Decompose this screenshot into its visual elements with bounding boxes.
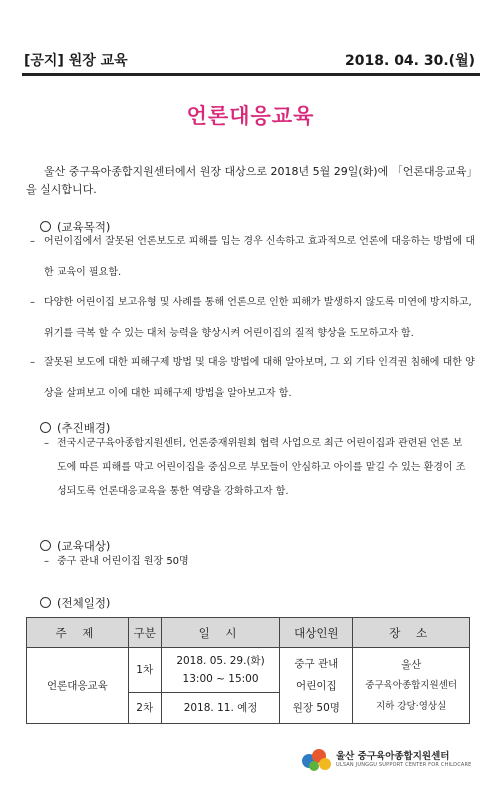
table-header-cell: 일 시: [161, 618, 280, 648]
org-name-en: ULSAN JUNGGU SUPPORT CENTER FOR CHILDCARE: [336, 762, 472, 768]
place-line-2: 중구육아종합지원센터: [365, 679, 458, 691]
table-header-cell: 구분: [128, 618, 161, 648]
place-line-1: 울산: [400, 658, 422, 671]
time-1: 13:00 ~ 15:00: [182, 673, 259, 685]
target-line-3: 원장 50명: [292, 701, 340, 714]
section-purpose-title: (교육목적): [57, 220, 111, 234]
target-line-1: 중구 관내: [294, 657, 339, 670]
datetime-cell-2: 2018. 11. 예정: [161, 693, 280, 724]
purpose-item-2: – 다양한 어린이집 보고유형 및 사례를 통해 언론으로 인한 피해가 발생하지 않도록 미연에 방지하고, 위기를 극복 할 수 있는 대처 능력을 향상시켜 어린이집의 질적 향상을 도모하고자 함.: [30, 297, 472, 339]
purpose-item-3: – 잘못된 보도에 대한 피해구제 방법 및 대응 방법에 대해 알아보며, 그 외 기타 인격권 침해에 대한 양상을 살펴보고 이에 대한 피해구제 방법을 알아보고자 함.: [30, 357, 475, 399]
background-item-1: – 전국시군구육아종합지원센터, 언론중재위원회 협력 사업으로 최근 어린이집과 관련된 언론 보도에 따른 피해를 막고 어린이집을 중심으로 부모들이 안심하고 아이를 맡길 수 있는 환경이 조성되도록 언론대응교육을 통한 역량을 강화하고자 함.: [44, 438, 466, 497]
table-header-cell: 주 제: [27, 618, 129, 648]
intro-paragraph: [26, 163, 474, 199]
purpose-item-1-text: 어린이집에서 잘못된 언론보도로 피해를 입는 경우 신속하고 효과적으로 언론에 대응하는 방법에 대한 교육이 필요함.: [44, 236, 476, 278]
purpose-item-1: – 어린이집에서 잘못된 언론보도로 피해를 입는 경우 신속하고 효과적으로 언론에 대응하는 방법에 대한 교육이 필요함.: [30, 236, 476, 278]
div-cell-2: 2차: [128, 693, 161, 724]
section-schedule-heading: [40, 595, 110, 611]
background-item-1-text: 전국시군구육아종합지원센터, 언론중재위원회 협력 사업으로 최근 어린이집과 관련된 언론 보도에 따른 피해를 막고 어린이집을 중심으로 부모들이 안심하고 아이를 맡길 수 있는 환경이 조성되도록 언론대응교육을 통한 역량을 강화하고자 함.: [57, 438, 466, 497]
div-cell-1: 1차: [128, 648, 161, 693]
org-logo-icon: [300, 746, 334, 772]
purpose-item-2-text: 다양한 어린이집 보고유형 및 사례를 통해 언론으로 인한 피해가 발생하지 않도록 미연에 방지하고, 위기를 극복 할 수 있는 대처 능력을 향상시켜 어린이집의 질적 향상을 도모하고자 함.: [44, 297, 472, 339]
datetime-cell-1: [161, 648, 280, 693]
org-name: 울산 중구육아종합지원센터: [336, 751, 450, 762]
topic-cell: 언론대응교육: [27, 648, 129, 724]
page-title: 언론대응교육: [186, 104, 315, 128]
schedule-table: [26, 617, 470, 724]
table-header-cell: 장 소: [353, 618, 470, 648]
section-schedule-title: (전체일정): [57, 596, 111, 610]
target-item-1-text: 중구 관내 어린이집 원장 50명: [57, 556, 189, 567]
table-header-cell: 대상인원: [280, 618, 353, 648]
notice-date: 2018. 04. 30.(월): [345, 53, 475, 69]
place-cell: [353, 648, 470, 724]
intro-text: 울산 중구육아종합지원센터에서 원장 대상으로 2018년 5월 29일(화)에 「언론대응교육」을 실시합니다.: [26, 165, 472, 196]
purpose-item-3-text: 잘못된 보도에 대한 피해구제 방법 및 대응 방법에 대해 알아보며, 그 외 기타 인격권 침해에 대한 양상을 살펴보고 이에 대한 피해구제 방법을 알아보고자 함.: [44, 357, 475, 399]
target-line-2: 어린이집: [296, 679, 337, 692]
section-target-title: (교육대상): [57, 539, 111, 553]
table-row: [27, 648, 470, 693]
notice-title: [공지] 원장 교육: [24, 53, 128, 69]
header-rule: [22, 73, 480, 76]
table-header-row: [27, 618, 470, 648]
section-background-title: (추진배경): [57, 421, 111, 435]
target-item-1: – 중구 관내 어린이집 원장 50명: [44, 556, 189, 567]
date-1: 2018. 05. 29.(화): [176, 655, 265, 667]
place-line-3: 지하 강당·영상실: [375, 700, 447, 712]
circle-bullet-icon: [40, 597, 51, 608]
target-cell: [280, 648, 353, 724]
